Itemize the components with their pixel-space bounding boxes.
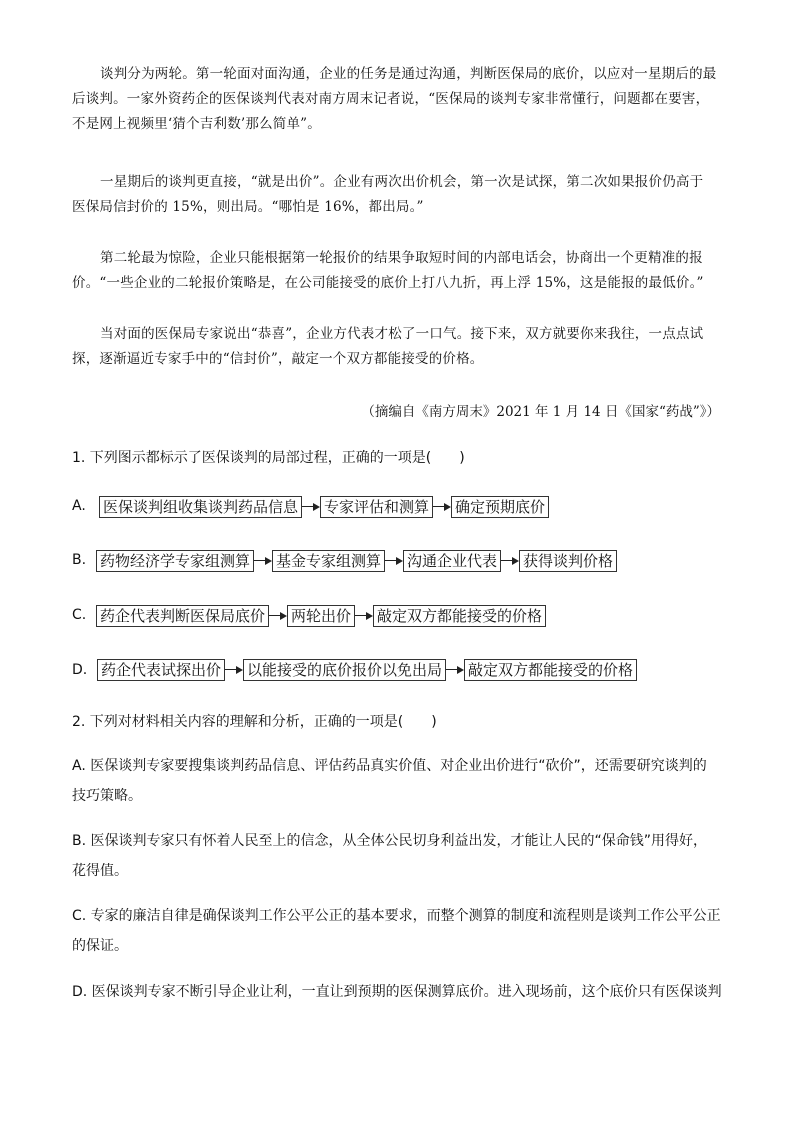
text-line: 花得值。 bbox=[72, 863, 128, 879]
flow-step: 确定预期底价 bbox=[451, 496, 549, 518]
arrow-icon bbox=[269, 605, 287, 627]
option-d-text bbox=[72, 977, 732, 1007]
text-line: A. 医保谈判专家要搜集谈判药品信息、评估药品真实价值、对企业出价进行“砍价”，还需要研究谈判的 bbox=[72, 758, 707, 774]
question-1-stem: 1. 下列图示都标示了医保谈判的局部过程，正确的一项是( ) bbox=[72, 450, 465, 466]
text-line: 探，逐渐逼近专家手中的“信封价”，敲定一个双方都能接受的价格。 bbox=[72, 351, 484, 367]
text-line: D. 医保谈判专家不断引导企业让利，一直让到预期的医保测算底价。进入现场前，这个底价只有医保谈判 bbox=[72, 984, 722, 1000]
text-line: C. 专家的廉洁自律是确保谈判工作公平公正的基本要求，而整个测算的制度和流程则是谈判工作公平公正 bbox=[72, 908, 721, 924]
option-a-letter: A. bbox=[72, 498, 86, 514]
text-line: 不是网上视频里‘猜个吉利数’那么简单”。 bbox=[72, 116, 321, 132]
flow-step: 药物经济学专家组测算 bbox=[96, 550, 254, 572]
flow-step: 敲定双方都能接受的价格 bbox=[464, 659, 637, 681]
option-c-letter: C. bbox=[72, 607, 87, 623]
passage-paragraph-1 bbox=[72, 62, 722, 137]
option-a-flowchart bbox=[99, 496, 549, 518]
flow-step: 以能接受的底价报价以免出局 bbox=[243, 659, 446, 681]
flow-step: 药企代表试探出价 bbox=[97, 659, 225, 681]
text-line: 技巧策略。 bbox=[72, 788, 142, 804]
flow-step: 两轮出价 bbox=[287, 605, 355, 627]
text-line: 一星期后的谈判更直接，“就是出价”。企业有两次出价机会，第一次是试探，第二次如果报价仍高于 bbox=[100, 174, 704, 190]
flow-step: 医保谈判组收集谈判药品信息 bbox=[99, 496, 302, 518]
option-a-text bbox=[72, 751, 732, 811]
flow-step: 专家评估和测算 bbox=[320, 496, 433, 518]
flow-step: 基金专家组测算 bbox=[272, 550, 385, 572]
option-b-text bbox=[72, 826, 732, 886]
text-line: 谈判分为两轮。第一轮面对面沟通，企业的任务是通过沟通，判断医保局的底价，以应对一星期后的最 bbox=[100, 66, 717, 82]
text-line: 当对面的医保局专家说出“恭喜”，企业方代表才松了一口气。接下来，双方就要你来我往，一点点试 bbox=[100, 326, 704, 342]
arrow-icon bbox=[501, 550, 519, 572]
question-2-stem: 2. 下列对材料相关内容的理解和分析，正确的一项是( ) bbox=[72, 714, 437, 730]
option-b-letter: B. bbox=[72, 552, 87, 568]
source-citation: （摘编自《南方周末》2021 年 1 月 14 日《国家“药战”》） bbox=[361, 404, 720, 420]
text-line: 价。“一些企业的二轮报价策略是，在公司能接受的底价上打八九折，再上浮 15%，这是能报的最低价。” bbox=[72, 275, 704, 291]
flow-step: 药企代表判断医保局底价 bbox=[96, 605, 269, 627]
arrow-icon bbox=[385, 550, 403, 572]
text-line: 医保局信封价的 15%，则出局。“哪怕是 16%，都出局。” bbox=[72, 199, 424, 215]
arrow-icon bbox=[433, 496, 451, 518]
text-line: 后谈判。一家外资药企的医保谈判代表对南方周末记者说，“医保局的谈判专家非常懂行，问题都在要害， bbox=[72, 91, 710, 107]
option-c-flowchart bbox=[96, 605, 546, 627]
arrow-icon bbox=[225, 659, 243, 681]
arrow-icon bbox=[355, 605, 373, 627]
text-line: B. 医保谈判专家只有怀着人民至上的信念，从全体公民切身利益出发，才能让人民的“保命钱”用得好， bbox=[72, 833, 708, 849]
option-c-text bbox=[72, 901, 732, 961]
passage-paragraph-3 bbox=[72, 246, 722, 296]
option-b-flowchart bbox=[96, 550, 617, 572]
passage-paragraph-4 bbox=[72, 322, 722, 372]
flow-step: 沟通企业代表 bbox=[403, 550, 501, 572]
option-d-flowchart bbox=[97, 659, 637, 681]
text-line: 的保证。 bbox=[72, 938, 128, 954]
flow-step: 获得谈判价格 bbox=[519, 550, 617, 572]
arrow-icon bbox=[446, 659, 464, 681]
option-d-letter: D. bbox=[72, 662, 88, 678]
arrow-icon bbox=[302, 496, 320, 518]
flow-step: 敲定双方都能接受的价格 bbox=[373, 605, 546, 627]
text-line: 第二轮最为惊险，企业只能根据第一轮报价的结果争取短时间的内部电话会，协商出一个更精准的报 bbox=[100, 250, 703, 266]
arrow-icon bbox=[254, 550, 272, 572]
passage-paragraph-2 bbox=[72, 170, 722, 220]
